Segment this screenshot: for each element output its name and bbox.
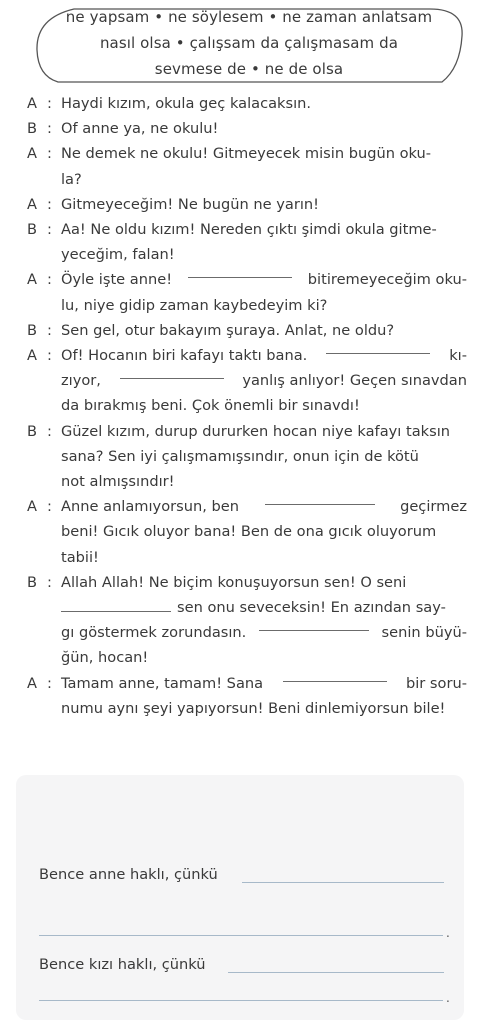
dialog-line: Gitmeyeceğim! Ne bugün ne yarın! xyxy=(61,195,319,213)
fill-in-blank[interactable] xyxy=(259,620,369,631)
dialog-text: geçirmez xyxy=(400,498,467,516)
dialog-text: sen onu seveceksin! En azından say- xyxy=(177,599,446,617)
dialog-text: bir soru- xyxy=(405,674,467,692)
dialog-text: bitiremeyeceğim oku- xyxy=(307,271,467,289)
dialog-line: sana? Sen iyi çalışmamışsındır, onun için de kötü xyxy=(61,447,419,465)
dialog-line: Aa! Ne oldu kızım! Nereden çıktı şimdi okula gitme- xyxy=(61,221,437,239)
dialog-line xyxy=(61,494,467,519)
dialog-line: Sen gel, otur bakayım şuraya. Anlat, ne oldu? xyxy=(61,321,395,339)
dialog-turn xyxy=(27,91,467,116)
speaker-colon: : xyxy=(47,498,52,516)
dialog-line: da bırakmış beni. Çok önemli bir sınavdı! xyxy=(61,397,360,415)
speaker-colon: : xyxy=(47,145,52,163)
dialog-line: Güzel kızım, durup dururken hocan niye kafayı taksın xyxy=(61,422,450,440)
dialog-text: Anne anlamıyorsun, ben xyxy=(61,498,239,516)
period-mark: . xyxy=(446,991,450,1005)
word-box xyxy=(34,6,464,88)
speaker-colon: : xyxy=(47,573,52,591)
answer-line[interactable] xyxy=(39,1000,443,1001)
dialog-line: la? xyxy=(61,170,82,188)
fill-in-blank[interactable] xyxy=(120,368,224,379)
dialog-line: ğün, hocan! xyxy=(61,649,149,667)
dialog xyxy=(27,91,467,721)
word-box-line-2: nasıl olsa • çalışsam da çalışmasam da xyxy=(99,34,399,52)
dialog-line xyxy=(61,267,467,292)
speaker-label: A xyxy=(27,498,37,516)
dialog-line xyxy=(61,343,467,368)
fill-in-blank[interactable] xyxy=(283,671,387,682)
dialog-text: zıyor, xyxy=(61,372,101,390)
dialog-line: yeceğim, falan! xyxy=(61,246,175,264)
dialog-line: Allah Allah! Ne biçim konuşuyorsun sen! O seni xyxy=(61,573,407,591)
fill-in-blank[interactable] xyxy=(61,601,171,612)
answer-line[interactable] xyxy=(242,882,444,883)
speaker-colon: : xyxy=(47,347,52,365)
dialog-line: Haydi kızım, okula geç kalacaksın. xyxy=(61,95,312,112)
speaker-label: B xyxy=(27,422,38,440)
word-box-line-1: ne yapsam • ne söylesem • ne zaman anlatsam xyxy=(65,8,433,26)
speaker-label: A xyxy=(27,347,37,365)
answer-line[interactable] xyxy=(228,972,444,973)
question-mother: Bence anne haklı, çünkü xyxy=(39,866,218,883)
dialog-line: not almışsındır! xyxy=(61,473,175,491)
dialog-turn xyxy=(27,192,467,217)
speaker-label: B xyxy=(27,120,38,138)
dialog-turn xyxy=(27,267,467,317)
speaker-label: B xyxy=(27,221,38,239)
dialog-line xyxy=(61,620,467,645)
dialog-line: beni! Gıcık oluyor bana! Ben de ona gıcık oluyorum xyxy=(61,523,437,541)
dialog-line: Ne demek ne okulu! Gitmeyecek misin bugün oku- xyxy=(61,145,432,163)
dialog-text: yanlış anlıyor! Geçen sınavdan xyxy=(242,372,467,390)
fill-in-blank[interactable] xyxy=(188,267,292,278)
dialog-text: Tamam anne, tamam! Sana xyxy=(61,674,264,692)
dialog-line xyxy=(61,595,467,620)
speaker-colon: : xyxy=(47,120,52,138)
speaker-colon: : xyxy=(47,321,52,339)
period-mark: . xyxy=(446,926,450,940)
dialog-text: kı- xyxy=(449,347,467,365)
speaker-colon: : xyxy=(47,271,52,289)
speaker-colon: : xyxy=(47,195,52,213)
dialog-turn xyxy=(27,318,467,343)
speaker-colon: : xyxy=(47,674,52,692)
dialog-turn xyxy=(27,419,467,495)
dialog-line: lu, niye gidip zaman kaybedeyim ki? xyxy=(61,296,328,314)
speaker-colon: : xyxy=(47,221,52,239)
dialog-turn xyxy=(27,116,467,141)
dialog-line: numu aynı şeyi yapıyorsun! Beni dinlemiyorsun bile! xyxy=(61,699,446,717)
dialog-turn xyxy=(27,217,467,267)
word-box-line-3: sevmese de • ne de olsa xyxy=(154,60,344,78)
speaker-label: A xyxy=(27,195,37,213)
answer-line[interactable] xyxy=(39,935,443,936)
speaker-label: B xyxy=(27,321,38,339)
dialog-text: senin büyü- xyxy=(381,624,467,642)
speaker-label: A xyxy=(27,145,37,163)
dialog-line xyxy=(61,368,467,393)
fill-in-blank[interactable] xyxy=(265,494,375,505)
dialog-line xyxy=(61,671,467,696)
dialog-text: gı göstermek zorundasın. xyxy=(61,624,247,642)
dialog-text: Öyle işte anne! xyxy=(61,271,173,289)
dialog-text: Of! Hocanın biri kafayı taktı bana. xyxy=(61,347,308,365)
dialog-line: Of anne ya, ne okulu! xyxy=(61,120,219,138)
speaker-label: A xyxy=(27,271,37,289)
speaker-colon: : xyxy=(47,95,52,112)
answer-panel xyxy=(16,775,464,1020)
question-daughter: Bence kızı haklı, çünkü xyxy=(39,956,206,973)
dialog-turn xyxy=(27,141,467,191)
speaker-label: A xyxy=(27,674,37,692)
dialog-turn xyxy=(27,570,467,671)
speaker-colon: : xyxy=(47,422,52,440)
dialog-turn xyxy=(27,494,467,570)
fill-in-blank[interactable] xyxy=(326,343,430,354)
speaker-label: B xyxy=(27,573,38,591)
dialog-turn xyxy=(27,343,467,419)
speaker-label: A xyxy=(27,95,37,112)
dialog-turn xyxy=(27,671,467,721)
dialog-line: tabii! xyxy=(61,548,99,566)
